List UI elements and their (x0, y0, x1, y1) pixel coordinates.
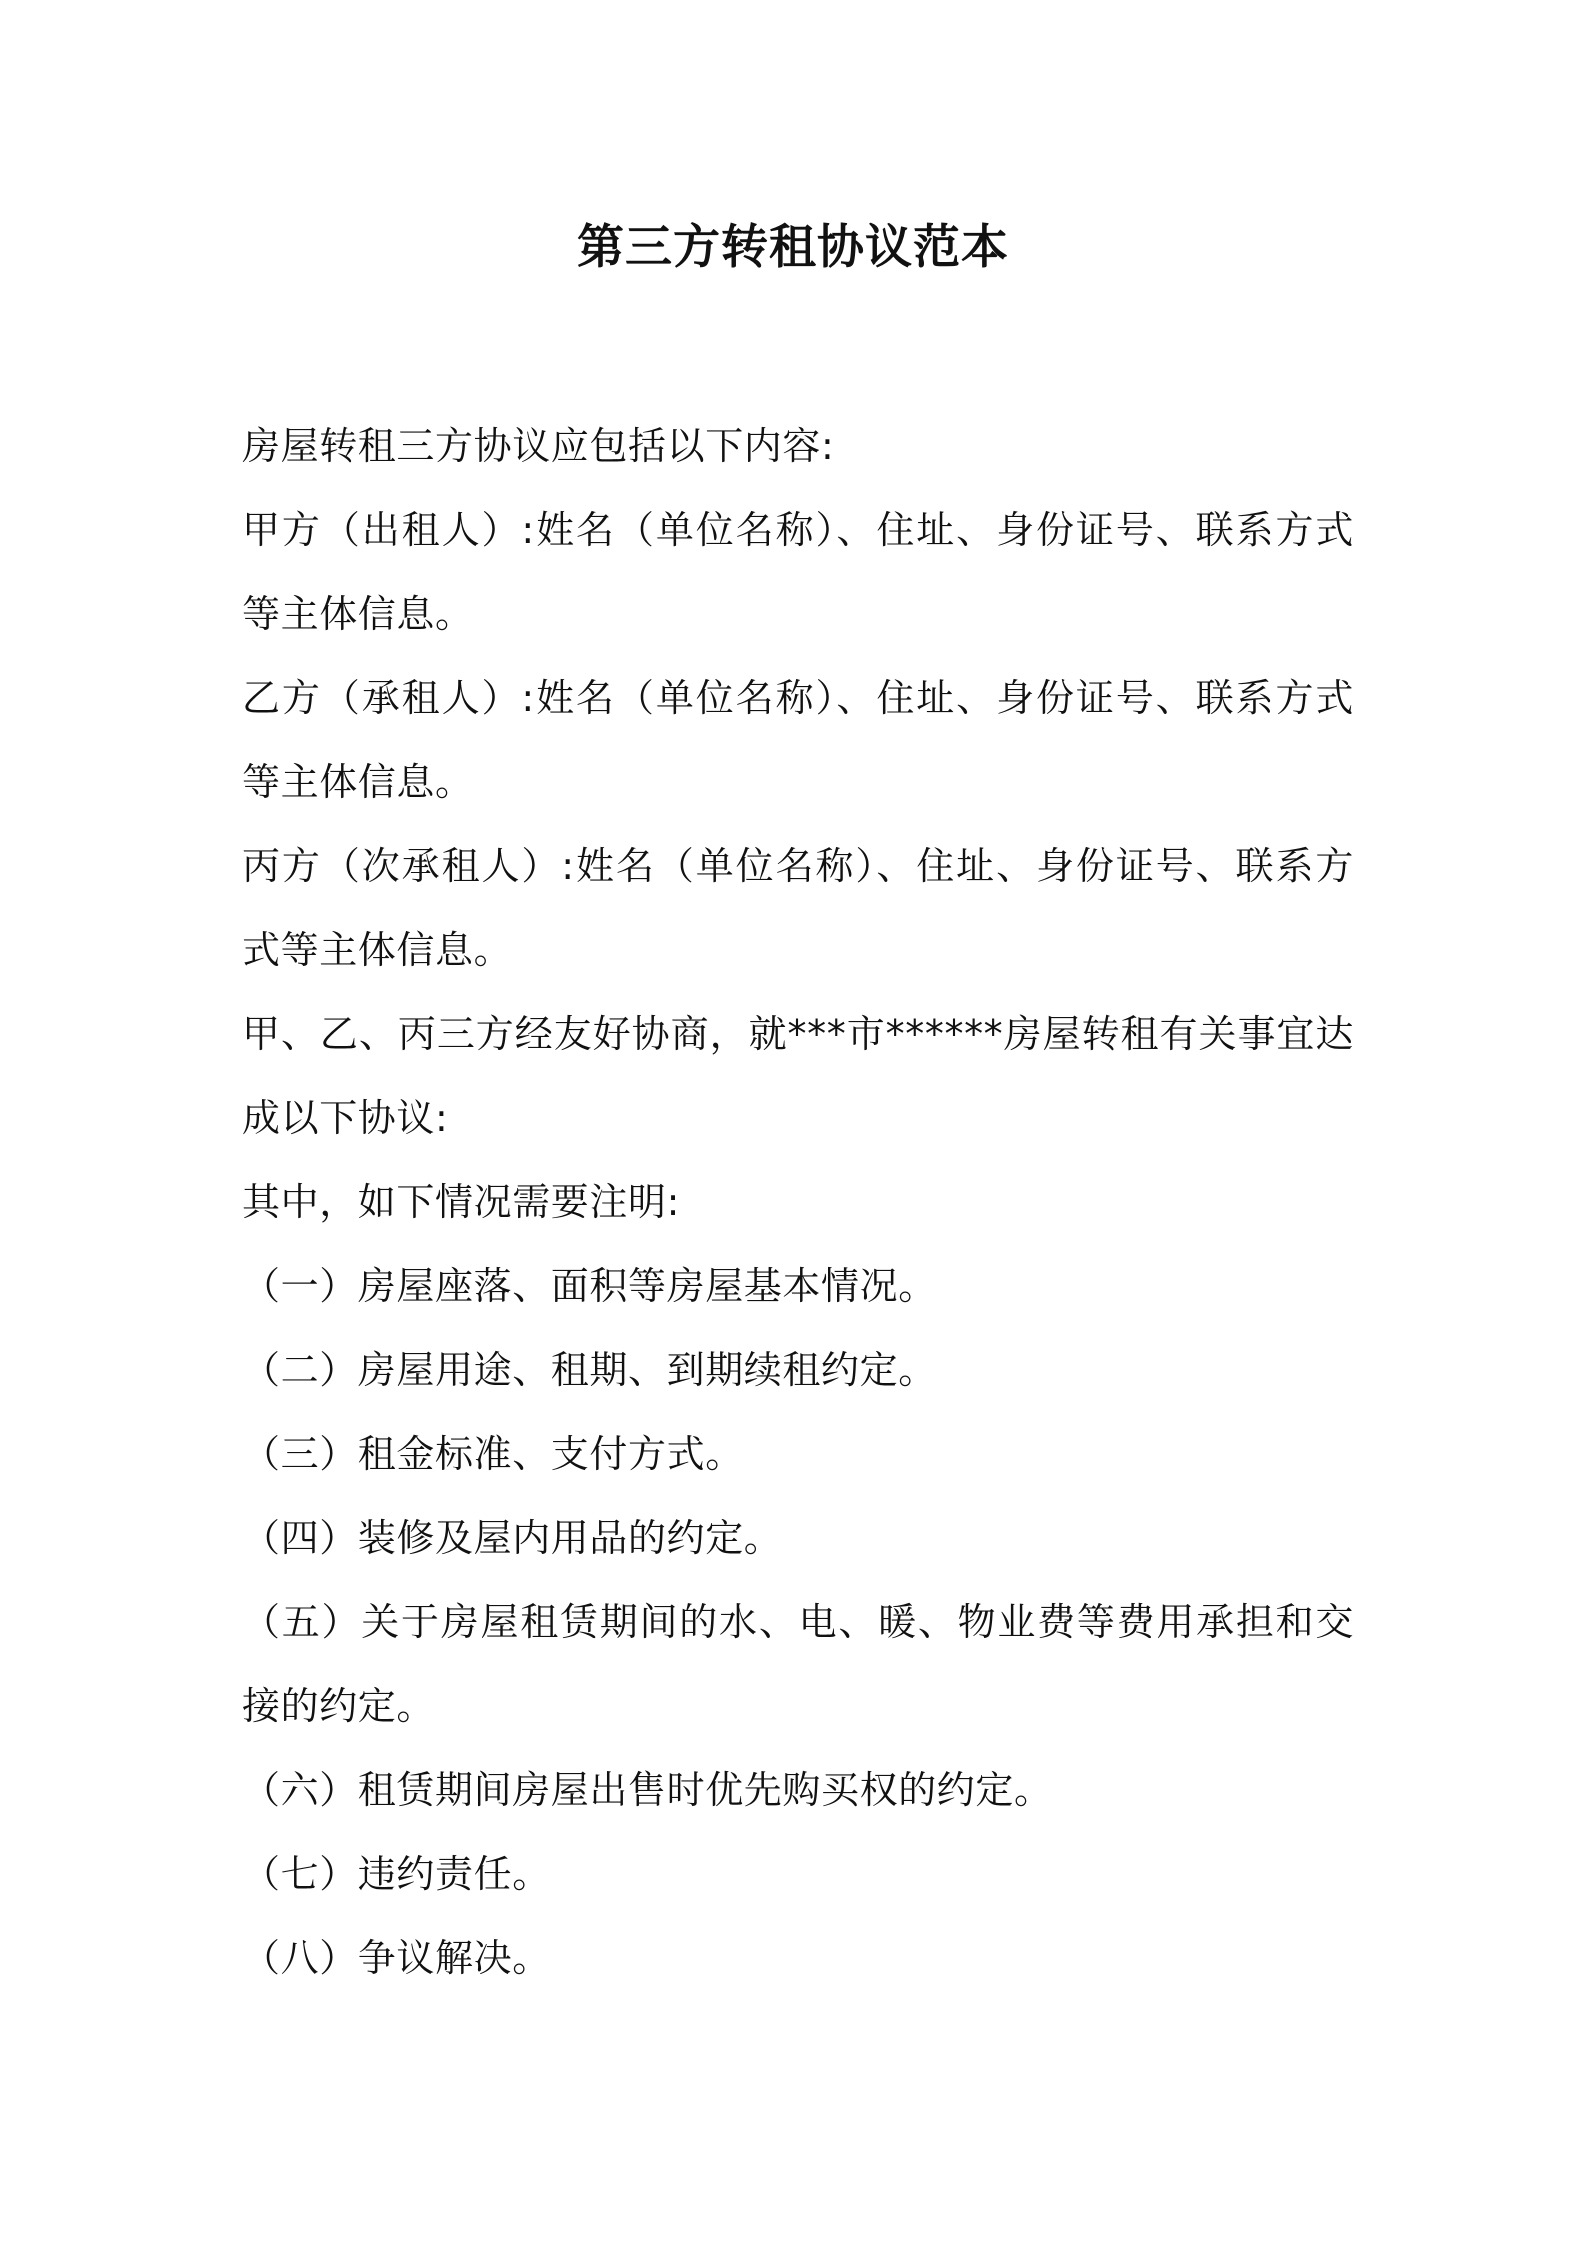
clause-2: （二）房屋用途、租期、到期续租约定。 (242, 1348, 937, 1392)
party-c-paragraph: 丙方（次承租人）:姓名（单位名称）、住址、身份证号、联系方式等主体信息。 (242, 844, 1354, 972)
clause-5: （五）关于房屋租赁期间的水、电、暖、物业费等费用承担和交接的约定。 (242, 1600, 1354, 1728)
notes-heading: 其中，如下情况需要注明: (242, 1180, 681, 1224)
clause-6: （六）租赁期间房屋出售时优先购买权的约定。 (242, 1768, 1053, 1812)
clause-7: （七）违约责任。 (242, 1852, 551, 1896)
document-title: 第三方转租协议范本 (577, 220, 1009, 275)
clause-4: （四）装修及屋内用品的约定。 (242, 1516, 783, 1560)
party-b-paragraph: 乙方（承租人）:姓名（单位名称）、住址、身份证号、联系方式等主体信息。 (242, 676, 1354, 804)
document-body (242, 404, 1354, 2000)
clause-1: （一）房屋座落、面积等房屋基本情况。 (242, 1264, 937, 1308)
intro-paragraph: 房屋转租三方协议应包括以下内容: (242, 424, 835, 468)
party-a-paragraph: 甲方（出租人）:姓名（单位名称）、住址、身份证号、联系方式等主体信息。 (242, 508, 1354, 636)
agreement-paragraph: 甲、乙、丙三方经友好协商，就***市******房屋转租有关事宜达成以下协议: (242, 1012, 1354, 1140)
clause-3: （三）租金标准、支付方式。 (242, 1432, 744, 1476)
clause-8: （八）争议解决。 (242, 1936, 551, 1980)
